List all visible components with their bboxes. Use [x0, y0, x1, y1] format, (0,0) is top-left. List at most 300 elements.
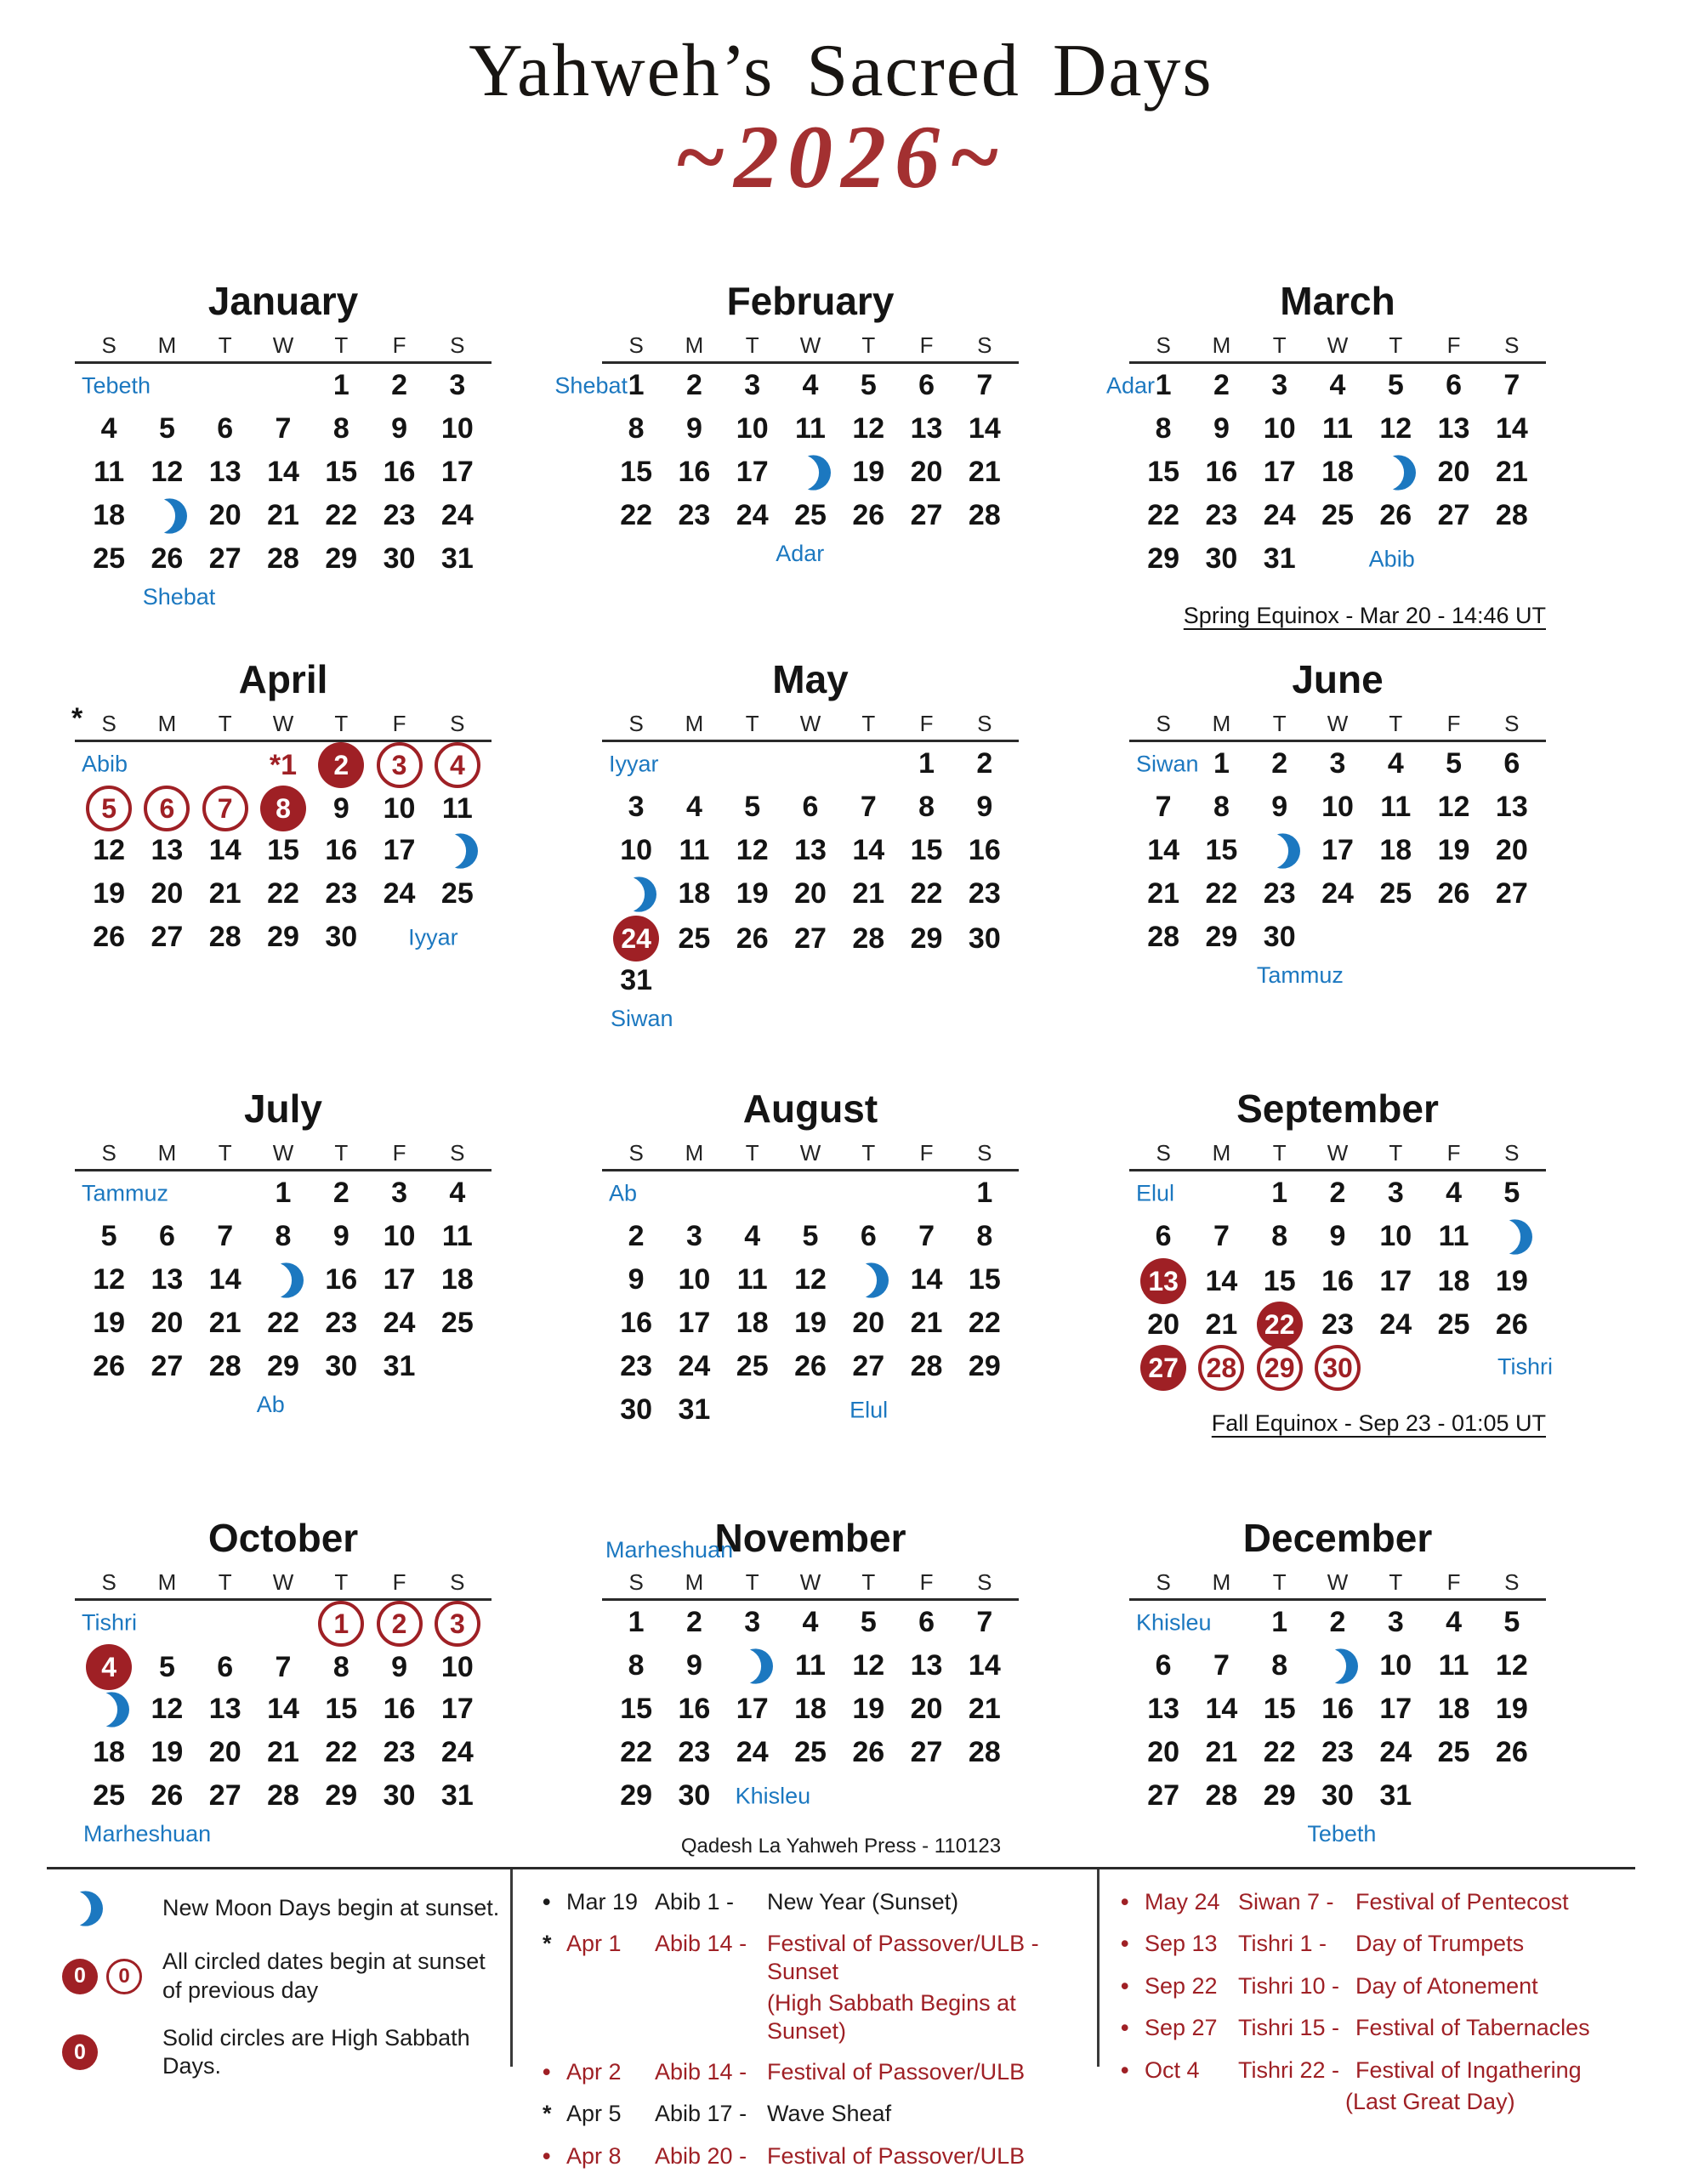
day-cell — [138, 877, 196, 910]
day-cell — [1424, 1606, 1482, 1639]
day-number: 19 — [1495, 1264, 1528, 1297]
day-cell — [607, 1693, 665, 1726]
feast-gregorian-date: Sep 27 — [1145, 2015, 1218, 2041]
day-cell — [429, 1263, 486, 1296]
day-number: 28 — [1495, 499, 1528, 531]
day-cell — [1134, 834, 1192, 867]
day-cell — [1251, 791, 1309, 824]
day-cell — [1367, 877, 1424, 910]
day-number: 23 — [325, 877, 358, 910]
feast-entry — [1121, 1972, 1635, 2000]
day-cell — [254, 412, 312, 445]
day-cell — [665, 1649, 723, 1682]
hebrew-month-label-row — [75, 581, 492, 615]
high-sabbath-solid-icon: 0 — [62, 2034, 98, 2070]
day-number: 18 — [794, 1693, 827, 1725]
day-number: 31 — [440, 1779, 474, 1812]
day-cell — [1251, 1302, 1309, 1347]
day-cell — [1251, 1649, 1309, 1682]
page-title: Yahweh’s Sacred Days — [469, 30, 1213, 112]
week-row — [1129, 407, 1546, 451]
day-number: 11 — [441, 1220, 473, 1252]
high-sabbath-solid-date: 13 — [1140, 1258, 1186, 1304]
day-cell — [1309, 1779, 1367, 1812]
day-cell — [1134, 1220, 1192, 1253]
day-cell — [80, 834, 138, 867]
day-cell — [665, 1263, 723, 1296]
day-number: 3 — [744, 369, 761, 401]
day-cell — [1192, 542, 1250, 576]
day-number: 30 — [620, 1393, 653, 1426]
day-number: 19 — [852, 456, 885, 488]
day-cell — [1367, 747, 1424, 780]
day-cell — [781, 877, 839, 910]
day-cell — [312, 834, 370, 867]
day-number: 17 — [440, 456, 474, 488]
weekday-header: F — [392, 332, 406, 358]
weekday-header: T — [745, 332, 759, 358]
day-cell — [1424, 747, 1482, 780]
day-cell — [370, 456, 428, 489]
day-cell — [312, 1220, 370, 1253]
day-number: 16 — [325, 1263, 358, 1296]
day-cell — [312, 499, 370, 532]
weekday-header: F — [919, 1569, 934, 1595]
day-cell — [607, 1736, 665, 1769]
week-row — [75, 872, 492, 916]
feast-entry — [543, 2058, 1097, 2085]
day-cell — [370, 1350, 428, 1383]
feast-hebrew-date: Tishri 22 - — [1238, 2056, 1340, 2083]
day-cell — [254, 1177, 312, 1210]
day-number: 25 — [440, 877, 474, 910]
legend-icons — [62, 1959, 162, 1994]
day-number: 21 — [1147, 877, 1180, 910]
weekday-header-row — [1129, 709, 1546, 738]
high-sabbath-solid-date: 2 — [318, 742, 364, 788]
day-cell — [312, 412, 370, 445]
weekday-header: S — [628, 1139, 644, 1166]
day-number: 13 — [151, 834, 184, 866]
day-number: 10 — [383, 1220, 416, 1252]
day-number: 18 — [1437, 1264, 1470, 1297]
day-number: 25 — [93, 542, 126, 575]
day-number: 16 — [1205, 456, 1238, 488]
feast-name: New Year (Sunset) — [767, 1889, 959, 1915]
day-cell — [724, 499, 781, 532]
day-cell — [138, 1736, 196, 1769]
day-cell — [1134, 921, 1192, 954]
equinox-note: Spring Equinox - Mar 20 - 14:46 UT — [1183, 603, 1546, 628]
circled-date: 6 — [144, 786, 190, 831]
day-number: 15 — [1263, 1693, 1296, 1725]
legend-text-line: All circled dates begin at sunset — [162, 1949, 486, 1974]
day-cell — [1367, 369, 1424, 402]
day-number: 1 — [1271, 1606, 1288, 1638]
day-number: 18 — [1379, 834, 1412, 866]
day-cell — [956, 499, 1014, 532]
day-cell — [1192, 877, 1250, 910]
weekday-header: F — [392, 1569, 406, 1595]
day-cell — [1483, 1606, 1541, 1639]
day-number: 2 — [628, 1220, 645, 1252]
month-february — [554, 276, 1019, 655]
day-number: 30 — [1205, 542, 1238, 575]
day-number: 5 — [1446, 747, 1463, 780]
day-cell — [1309, 1308, 1367, 1342]
day-cell — [370, 1220, 428, 1253]
hebrew-month-label: Adar — [1105, 372, 1155, 398]
day-cell — [724, 1693, 781, 1726]
day-number: 10 — [678, 1263, 711, 1296]
month-march — [1105, 276, 1546, 655]
hebrew-month-label: Abib — [1368, 546, 1415, 571]
weekday-header: S — [1156, 1569, 1171, 1595]
month-august — [602, 1084, 1019, 1513]
day-number: 14 — [267, 456, 299, 488]
day-cell — [956, 747, 1014, 780]
weekday-header-row — [602, 709, 1019, 738]
weekday-header: W — [272, 710, 294, 736]
day-number: 25 — [1321, 499, 1354, 531]
day-cell — [370, 1601, 428, 1647]
day-cell — [1367, 412, 1424, 445]
day-number: 14 — [1205, 1693, 1238, 1725]
day-number: 27 — [852, 1350, 885, 1382]
legend-divider-left — [510, 1869, 513, 2067]
day-number: 22 — [325, 1736, 358, 1768]
week-row — [1129, 451, 1546, 494]
weekday-header: S — [1504, 332, 1520, 358]
day-number: 19 — [794, 1307, 827, 1339]
day-number: 4 — [1329, 369, 1346, 401]
feast-hebrew-date: Abib 17 - — [655, 2101, 747, 2127]
hebrew-month-label: Shebat — [554, 372, 628, 398]
high-sabbath-solid-date: 22 — [1257, 1302, 1303, 1347]
weekday-header: W — [1327, 1139, 1349, 1166]
day-number: 18 — [736, 1307, 769, 1339]
month-title: December — [1242, 1516, 1433, 1560]
day-cell — [196, 786, 254, 831]
week-row — [602, 916, 1019, 959]
day-number: 30 — [1321, 1779, 1354, 1812]
day-number: 17 — [736, 1693, 769, 1725]
day-number: 27 — [1437, 499, 1470, 531]
day-cell — [839, 1350, 897, 1383]
day-cell — [1424, 1736, 1482, 1769]
day-cell — [1251, 1265, 1309, 1298]
day-number: 26 — [794, 1350, 827, 1382]
weekday-header: F — [919, 332, 934, 358]
day-number: 15 — [325, 456, 358, 488]
day-number: 20 — [794, 877, 827, 910]
day-number: 6 — [860, 1220, 877, 1252]
day-cell — [429, 542, 486, 576]
day-number: 16 — [383, 456, 416, 488]
day-number: 24 — [736, 499, 769, 531]
day-cell — [1367, 1693, 1424, 1726]
day-number: 18 — [93, 1736, 126, 1768]
day-number: 23 — [325, 1307, 358, 1339]
feast-marker: • — [1121, 1889, 1129, 1915]
new-moon-crescent — [263, 1260, 304, 1301]
day-number: 24 — [383, 1307, 416, 1339]
weekday-header-row — [1129, 331, 1546, 360]
day-number: 19 — [93, 877, 126, 910]
day-number: 5 — [1503, 1177, 1520, 1209]
day-number: 22 — [1147, 499, 1180, 531]
day-number: 29 — [267, 921, 299, 953]
new-moon-crescent — [1317, 1646, 1358, 1687]
legend-divider-right — [1097, 1869, 1100, 2067]
new-moon-icon — [781, 452, 839, 493]
day-cell — [1424, 791, 1482, 824]
day-cell — [196, 542, 254, 576]
week-row — [1129, 1601, 1546, 1644]
day-number: 14 — [267, 1693, 299, 1725]
day-cell — [254, 1651, 312, 1684]
day-cell — [254, 749, 312, 782]
day-cell — [607, 1220, 665, 1253]
month-september — [1129, 1084, 1553, 1513]
circled-date: 3 — [435, 1601, 480, 1647]
week-row — [602, 1215, 1019, 1258]
weekday-header: F — [1446, 332, 1461, 358]
day-cell — [312, 1779, 370, 1812]
day-number: 1 — [1213, 747, 1230, 780]
day-number: 6 — [217, 1650, 234, 1683]
day-number: 12 — [93, 1263, 126, 1296]
day-number: 27 — [794, 922, 827, 955]
day-number: 15 — [620, 456, 653, 488]
legend-icons — [62, 1888, 162, 1929]
day-number: 4 — [1446, 1177, 1463, 1209]
day-number: 14 — [1495, 412, 1528, 445]
day-number: 2 — [1271, 747, 1288, 780]
day-cell — [1309, 1345, 1367, 1391]
feast-marker: * — [543, 1931, 552, 1957]
day-cell — [956, 1606, 1014, 1639]
day-cell — [138, 921, 196, 954]
day-number: 9 — [332, 1220, 349, 1252]
day-cell — [1192, 412, 1250, 445]
circled-date: 2 — [377, 1601, 423, 1647]
day-cell — [254, 786, 312, 831]
day-cell — [312, 1601, 370, 1647]
day-cell — [196, 412, 254, 445]
new-moon-crescent — [146, 496, 187, 536]
day-number: 17 — [383, 834, 416, 866]
legend-text-line: New Moon Days begin at sunset. — [162, 1895, 500, 1921]
day-number: 9 — [685, 412, 702, 445]
day-number: 11 — [94, 456, 125, 488]
month-head — [1129, 1568, 1546, 1597]
week-row — [602, 1774, 1019, 1818]
month-july — [75, 1084, 492, 1513]
day-cell — [429, 1693, 486, 1726]
week-row — [75, 1731, 492, 1774]
day-number: 6 — [1503, 747, 1520, 780]
day-number: 3 — [744, 1606, 761, 1638]
hebrew-month-label: Ab — [256, 1392, 285, 1417]
day-number: 24 — [1263, 499, 1296, 531]
day-cell — [1134, 1649, 1192, 1682]
day-number: 14 — [1147, 834, 1180, 866]
day-cell — [1251, 1606, 1309, 1639]
day-cell — [196, 1736, 254, 1769]
week-row — [1129, 1774, 1546, 1818]
day-number: 17 — [383, 1263, 416, 1296]
weekday-header: W — [272, 1569, 294, 1595]
day-number: 5 — [1503, 1606, 1520, 1638]
weekday-header: T — [745, 710, 759, 736]
week-row — [1129, 1644, 1546, 1688]
weekday-header: M — [1212, 332, 1231, 358]
day-number: 12 — [794, 1263, 827, 1296]
new-moon-icon — [607, 874, 665, 915]
hebrew-month-label: Tammuz — [1256, 962, 1344, 988]
day-cell — [1251, 1693, 1309, 1726]
new-moon-crescent — [790, 452, 831, 493]
day-number: 16 — [968, 834, 1001, 866]
day-number: 21 — [910, 1307, 943, 1339]
new-moon-icon — [724, 1646, 781, 1687]
weekday-header: W — [1327, 1569, 1349, 1595]
day-cell — [254, 499, 312, 532]
day-number: 22 — [620, 499, 653, 531]
day-number: 24 — [1379, 1736, 1412, 1768]
weekday-header: M — [685, 710, 704, 736]
day-number: 3 — [1271, 369, 1288, 401]
day-cell — [370, 1779, 428, 1812]
day-number: 20 — [208, 499, 242, 531]
day-number: 20 — [151, 1307, 184, 1339]
day-cell — [781, 1606, 839, 1639]
weekday-header: T — [1389, 1569, 1403, 1595]
day-cell — [607, 964, 665, 997]
weekday-header: F — [1446, 710, 1461, 736]
day-number: 1 — [628, 1606, 645, 1638]
day-cell — [138, 1693, 196, 1726]
day-cell — [1367, 1606, 1424, 1639]
legend-icons — [62, 2034, 162, 2070]
day-number: 20 — [1147, 1736, 1180, 1768]
day-cell — [1309, 1606, 1367, 1639]
day-cell — [429, 499, 486, 532]
week-row — [602, 1388, 1019, 1432]
hebrew-month-label: Tebeth — [82, 372, 151, 398]
day-cell — [370, 412, 428, 445]
day-number: 9 — [391, 412, 408, 445]
day-cell — [839, 369, 897, 402]
day-number: 5 — [100, 1220, 117, 1252]
day-cell — [724, 834, 781, 867]
day-number: 13 — [910, 1649, 943, 1682]
day-cell — [665, 412, 723, 445]
day-number: 17 — [1379, 1693, 1412, 1725]
day-cell — [254, 1220, 312, 1253]
day-number: 10 — [383, 791, 416, 825]
day-number: 25 — [736, 1350, 769, 1382]
weekday-header: T — [218, 1569, 232, 1595]
day-number: 30 — [678, 1779, 711, 1812]
day-cell — [956, 456, 1014, 489]
day-cell — [839, 456, 897, 489]
feast-gregorian-date: Apr 2 — [566, 2058, 622, 2085]
day-cell — [254, 1307, 312, 1340]
high-sabbath-solid-date: 27 — [1140, 1345, 1186, 1391]
weekday-header: S — [977, 710, 992, 736]
week-row — [602, 1601, 1019, 1644]
day-cell — [429, 369, 486, 402]
asterisk-marker: * — [71, 702, 83, 735]
weekday-header-row — [75, 709, 492, 738]
day-cell — [1424, 1649, 1482, 1682]
day-cell — [956, 922, 1014, 956]
day-number: 8 — [976, 1220, 993, 1252]
day-cell — [724, 1606, 781, 1639]
feast-gregorian-date: Sep 13 — [1145, 1931, 1218, 1957]
day-cell — [781, 412, 839, 445]
day-cell — [138, 542, 196, 576]
weekday-header-row — [1129, 1568, 1546, 1597]
weekday-header: T — [218, 1139, 232, 1166]
feast-name: Festival of Passover/ULB — [767, 2142, 1026, 2169]
day-cell — [956, 1307, 1014, 1340]
day-number: 10 — [1379, 1649, 1412, 1682]
day-cell — [370, 792, 428, 825]
day-cell — [956, 1350, 1014, 1383]
day-number: 15 — [968, 1263, 1001, 1296]
day-number: 21 — [208, 1307, 242, 1339]
weekday-header: S — [450, 1569, 465, 1595]
day-number: 13 — [910, 412, 943, 445]
weekday-header: S — [101, 710, 116, 736]
day-cell — [370, 1263, 428, 1296]
hebrew-month-label: Khisleu — [735, 1783, 811, 1808]
day-number: 7 — [275, 1650, 292, 1683]
week-row — [602, 786, 1019, 829]
day-cell — [956, 877, 1014, 910]
day-cell — [839, 1693, 897, 1726]
day-number: 16 — [1321, 1264, 1354, 1297]
hebrew-month-label: Tishri — [82, 1609, 137, 1635]
day-cell — [312, 542, 370, 576]
day-cell — [665, 1220, 723, 1253]
day-cell — [839, 412, 897, 445]
week-row — [602, 872, 1019, 916]
day-number: 25 — [440, 1307, 474, 1339]
weekday-header-row — [75, 1138, 492, 1167]
day-cell — [196, 456, 254, 489]
weekday-header: S — [1156, 1139, 1171, 1166]
day-number: 8 — [628, 1649, 645, 1682]
day-cell — [196, 1220, 254, 1253]
day-number: 26 — [151, 1779, 184, 1812]
day-cell — [254, 456, 312, 489]
day-number: 15 — [325, 1693, 358, 1725]
day-cell — [1134, 1308, 1192, 1342]
week-row — [602, 1345, 1019, 1388]
day-number: 11 — [679, 834, 710, 866]
weekday-header: M — [157, 1569, 177, 1595]
weekday-header: M — [1212, 710, 1231, 736]
day-number: 22 — [1205, 877, 1238, 910]
day-cell — [312, 792, 370, 825]
week-row — [554, 364, 1019, 407]
day-number: 8 — [918, 791, 935, 823]
weekday-header: F — [392, 710, 406, 736]
